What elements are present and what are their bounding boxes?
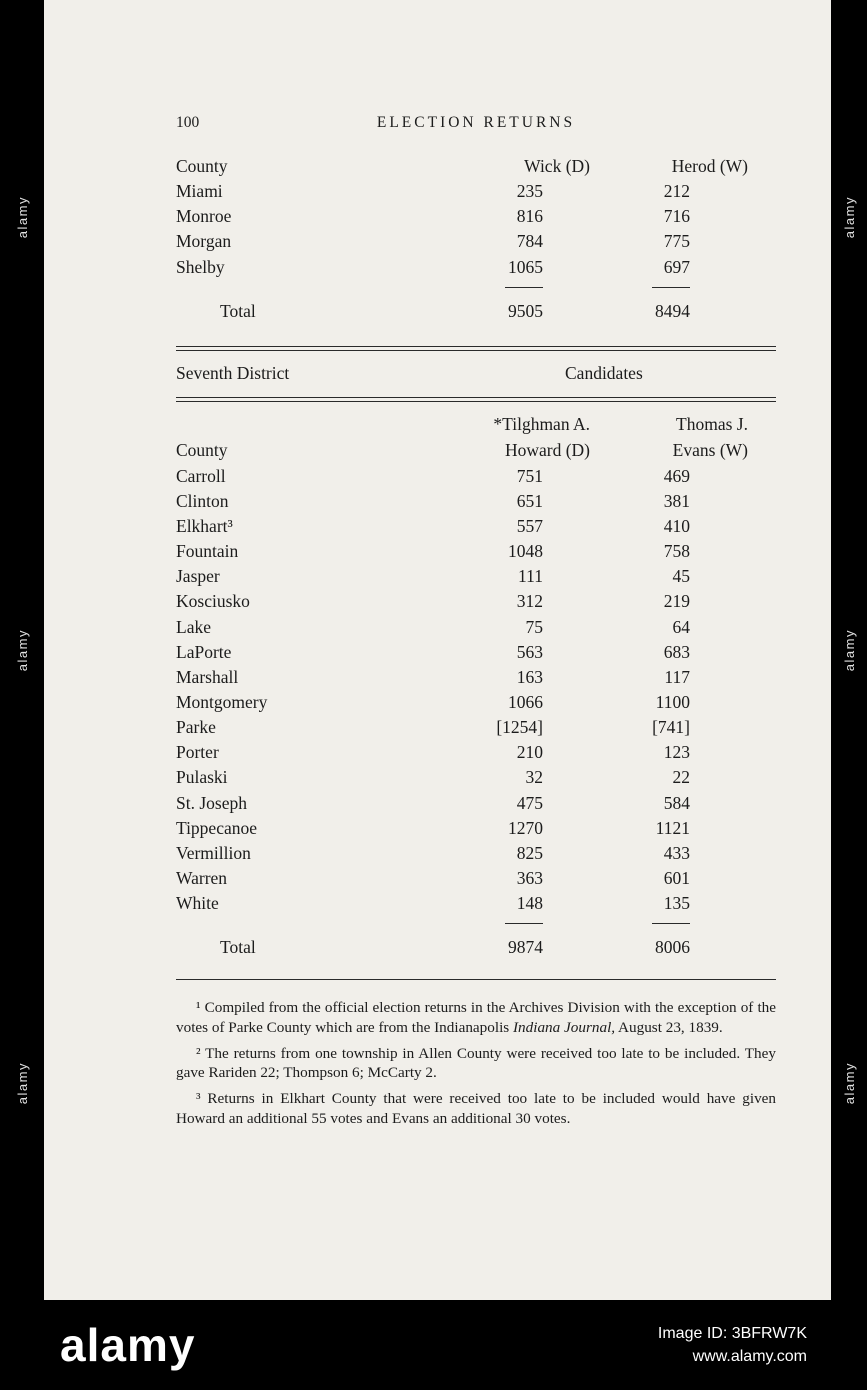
- votes-cell: 475: [516, 792, 543, 813]
- alamy-watermark-text: alamy: [14, 1062, 30, 1105]
- table1-header-row: [176, 156, 776, 181]
- votes-cell: 825: [516, 842, 543, 863]
- votes-cell: 212: [663, 181, 690, 202]
- county-cell: St. Joseph: [176, 792, 247, 813]
- votes-cell: 312: [516, 591, 543, 612]
- votes-cell: 563: [516, 641, 543, 662]
- table-row: [176, 667, 776, 692]
- county-cell: White: [176, 893, 219, 914]
- seventh-district-table: [176, 414, 776, 964]
- left-watermark-bar: [0, 0, 44, 1300]
- county-cell: Carroll: [176, 465, 226, 486]
- table2-header-row-1: [176, 414, 776, 440]
- votes-cell: 210: [516, 742, 543, 763]
- county-cell: Kosciusko: [176, 591, 250, 612]
- county-cell: Montgomery: [176, 691, 268, 712]
- county-cell: Tippecanoe: [176, 817, 258, 838]
- alamy-logo: alamy: [60, 1319, 196, 1371]
- votes-cell: 751: [516, 465, 543, 486]
- table1-total-row: [176, 301, 776, 327]
- alamy-watermark-text: alamy: [14, 628, 30, 672]
- table-row: [176, 491, 776, 516]
- table-row: [176, 516, 776, 541]
- total-rule: [505, 923, 543, 924]
- county-cell: Porter: [176, 742, 219, 763]
- votes-cell: 1100: [655, 691, 690, 712]
- total-label: Total: [220, 300, 256, 321]
- double-rule: [176, 346, 776, 351]
- candidate-party-evans: Evans (W): [672, 439, 748, 460]
- votes-cell: 135: [663, 893, 690, 914]
- votes-cell: 683: [663, 641, 690, 662]
- votes-cell: 469: [663, 465, 690, 486]
- table2-total-row: [176, 937, 776, 963]
- county-cell: Warren: [176, 867, 228, 888]
- county-cell: Fountain: [176, 541, 239, 562]
- footnote-3: ³ Returns in Elkhart County that were received too late to be included would have given Howard an additional 55 votes and Evans an additional 30 votes.: [176, 1090, 776, 1127]
- votes-cell: 651: [516, 490, 543, 511]
- total-rule: [652, 923, 690, 924]
- table-row: [176, 843, 776, 868]
- table-row: [176, 818, 776, 843]
- votes-cell: 1270: [508, 817, 543, 838]
- table2-body: [176, 466, 776, 919]
- candidate-party-howard: Howard (D): [504, 439, 590, 460]
- county-cell: LaPorte: [176, 641, 232, 662]
- county-cell: Pulaski: [176, 767, 228, 788]
- votes-cell: 381: [663, 490, 690, 511]
- votes-cell: 697: [663, 256, 690, 277]
- image-id-block: [658, 1322, 807, 1368]
- column-header-county: County: [176, 156, 228, 176]
- alamy-footer-bar: [0, 1300, 867, 1390]
- votes-cell: 816: [516, 206, 543, 227]
- votes-cell: 75: [525, 616, 543, 637]
- column-header-county: County: [176, 439, 228, 460]
- votes-cell: 163: [516, 666, 543, 687]
- votes-cell: 758: [663, 541, 690, 562]
- table-row: [176, 617, 776, 642]
- votes-cell: 148: [516, 893, 543, 914]
- table-row: [176, 793, 776, 818]
- total-rule: [505, 287, 543, 288]
- column-header-herod: Herod (W): [671, 156, 748, 176]
- votes-cell: 433: [663, 842, 690, 863]
- votes-cell: 557: [516, 515, 543, 536]
- total-votes: 9505: [508, 300, 543, 321]
- votes-cell: 584: [663, 792, 690, 813]
- votes-cell: 363: [516, 867, 543, 888]
- district-heading: Seventh District: [176, 362, 290, 383]
- table2-header-row-2: [176, 440, 776, 466]
- votes-cell: 601: [663, 867, 690, 888]
- right-watermark-bar: [831, 0, 867, 1300]
- page-number: 100: [176, 114, 200, 131]
- county-cell: Shelby: [176, 256, 225, 277]
- table-row: [176, 466, 776, 491]
- section-heading: [176, 363, 776, 389]
- table-row: [176, 541, 776, 566]
- votes-cell: 784: [516, 231, 543, 252]
- total-votes: 9874: [508, 937, 543, 958]
- total-votes: 8494: [655, 300, 690, 321]
- table-row: [176, 717, 776, 742]
- table-row: [176, 642, 776, 667]
- county-cell: Marshall: [176, 666, 239, 687]
- votes-cell: 1048: [508, 541, 543, 562]
- total-label: Total: [220, 937, 256, 958]
- county-cell: Lake: [176, 616, 211, 637]
- county-cell: Jasper: [176, 566, 220, 587]
- votes-cell: 1065: [508, 256, 543, 277]
- column-header-wick: Wick (D): [524, 156, 590, 176]
- county-cell: Morgan: [176, 231, 232, 252]
- county-cell: Vermillion: [176, 842, 251, 863]
- page-content: [176, 0, 776, 1128]
- table-row: [176, 692, 776, 717]
- votes-cell: 1066: [508, 691, 543, 712]
- votes-cell: 32: [525, 767, 543, 788]
- sixth-district-table: [176, 156, 776, 327]
- votes-cell: [741]: [652, 717, 690, 738]
- table-row: [176, 591, 776, 616]
- footnotes: [176, 998, 776, 1128]
- total-votes: 8006: [655, 937, 690, 958]
- votes-cell: 64: [672, 616, 690, 637]
- running-head: ELECTION RETURNS: [376, 114, 576, 131]
- alamy-watermark-text: alamy: [841, 628, 857, 672]
- footnote-1-journal-title: Indiana Journal,: [513, 1018, 616, 1036]
- table-row: [176, 181, 776, 206]
- table-row: [176, 257, 776, 282]
- table-row: [176, 893, 776, 918]
- county-cell: Clinton: [176, 490, 229, 511]
- votes-cell: 235: [516, 181, 543, 202]
- total-rules: [176, 923, 776, 933]
- footnote-2: ² The returns from one township in Allen County were received too late to be included. They gave Rariden 22; Thompson 6; McCarty 2.: [176, 1044, 776, 1082]
- candidates-heading: Candidates: [565, 362, 643, 383]
- table-row: [176, 206, 776, 231]
- candidate-name-howard: *Tilghman A.: [493, 413, 590, 434]
- table-row: [176, 742, 776, 767]
- votes-cell: 410: [663, 515, 690, 536]
- table-row: [176, 231, 776, 256]
- votes-cell: 45: [672, 566, 690, 587]
- footnote-1-text: ¹ Compiled from the official election returns in the Archives Division with the exception of the votes of Parke County which are from the Indianapolis: [176, 999, 776, 1036]
- table-row: [176, 566, 776, 591]
- total-rule: [652, 287, 690, 288]
- votes-cell: 1121: [655, 817, 690, 838]
- table-row: [176, 767, 776, 792]
- votes-cell: 111: [518, 566, 543, 587]
- alamy-url: www.alamy.com: [692, 1348, 807, 1365]
- footnote-1: [176, 998, 776, 1037]
- alamy-watermark-text: alamy: [841, 195, 857, 238]
- image-id: Image ID: 3BFRW7K: [657, 1325, 807, 1342]
- total-rules: [176, 287, 776, 297]
- footnote-rule: [176, 979, 776, 980]
- votes-cell: 22: [672, 767, 690, 788]
- footnote-1-date: August 23, 1839.: [615, 1018, 723, 1036]
- table1-body: [176, 181, 776, 282]
- county-cell: Monroe: [176, 206, 232, 227]
- votes-cell: [1254]: [496, 717, 543, 738]
- table-row: [176, 868, 776, 893]
- alamy-watermark-text: alamy: [841, 1062, 857, 1105]
- county-cell: Elkhart³: [176, 515, 233, 536]
- votes-cell: 123: [663, 742, 690, 763]
- double-rule: [176, 397, 776, 402]
- votes-cell: 775: [663, 231, 690, 252]
- book-page: [44, 0, 831, 1300]
- county-cell: Parke: [176, 717, 216, 738]
- votes-cell: 117: [664, 666, 690, 687]
- candidate-name-evans: Thomas J.: [676, 413, 748, 434]
- page-head: [176, 114, 776, 134]
- alamy-watermark-text: alamy: [14, 195, 30, 238]
- votes-cell: 219: [663, 591, 690, 612]
- county-cell: Miami: [176, 181, 223, 202]
- votes-cell: 716: [663, 206, 690, 227]
